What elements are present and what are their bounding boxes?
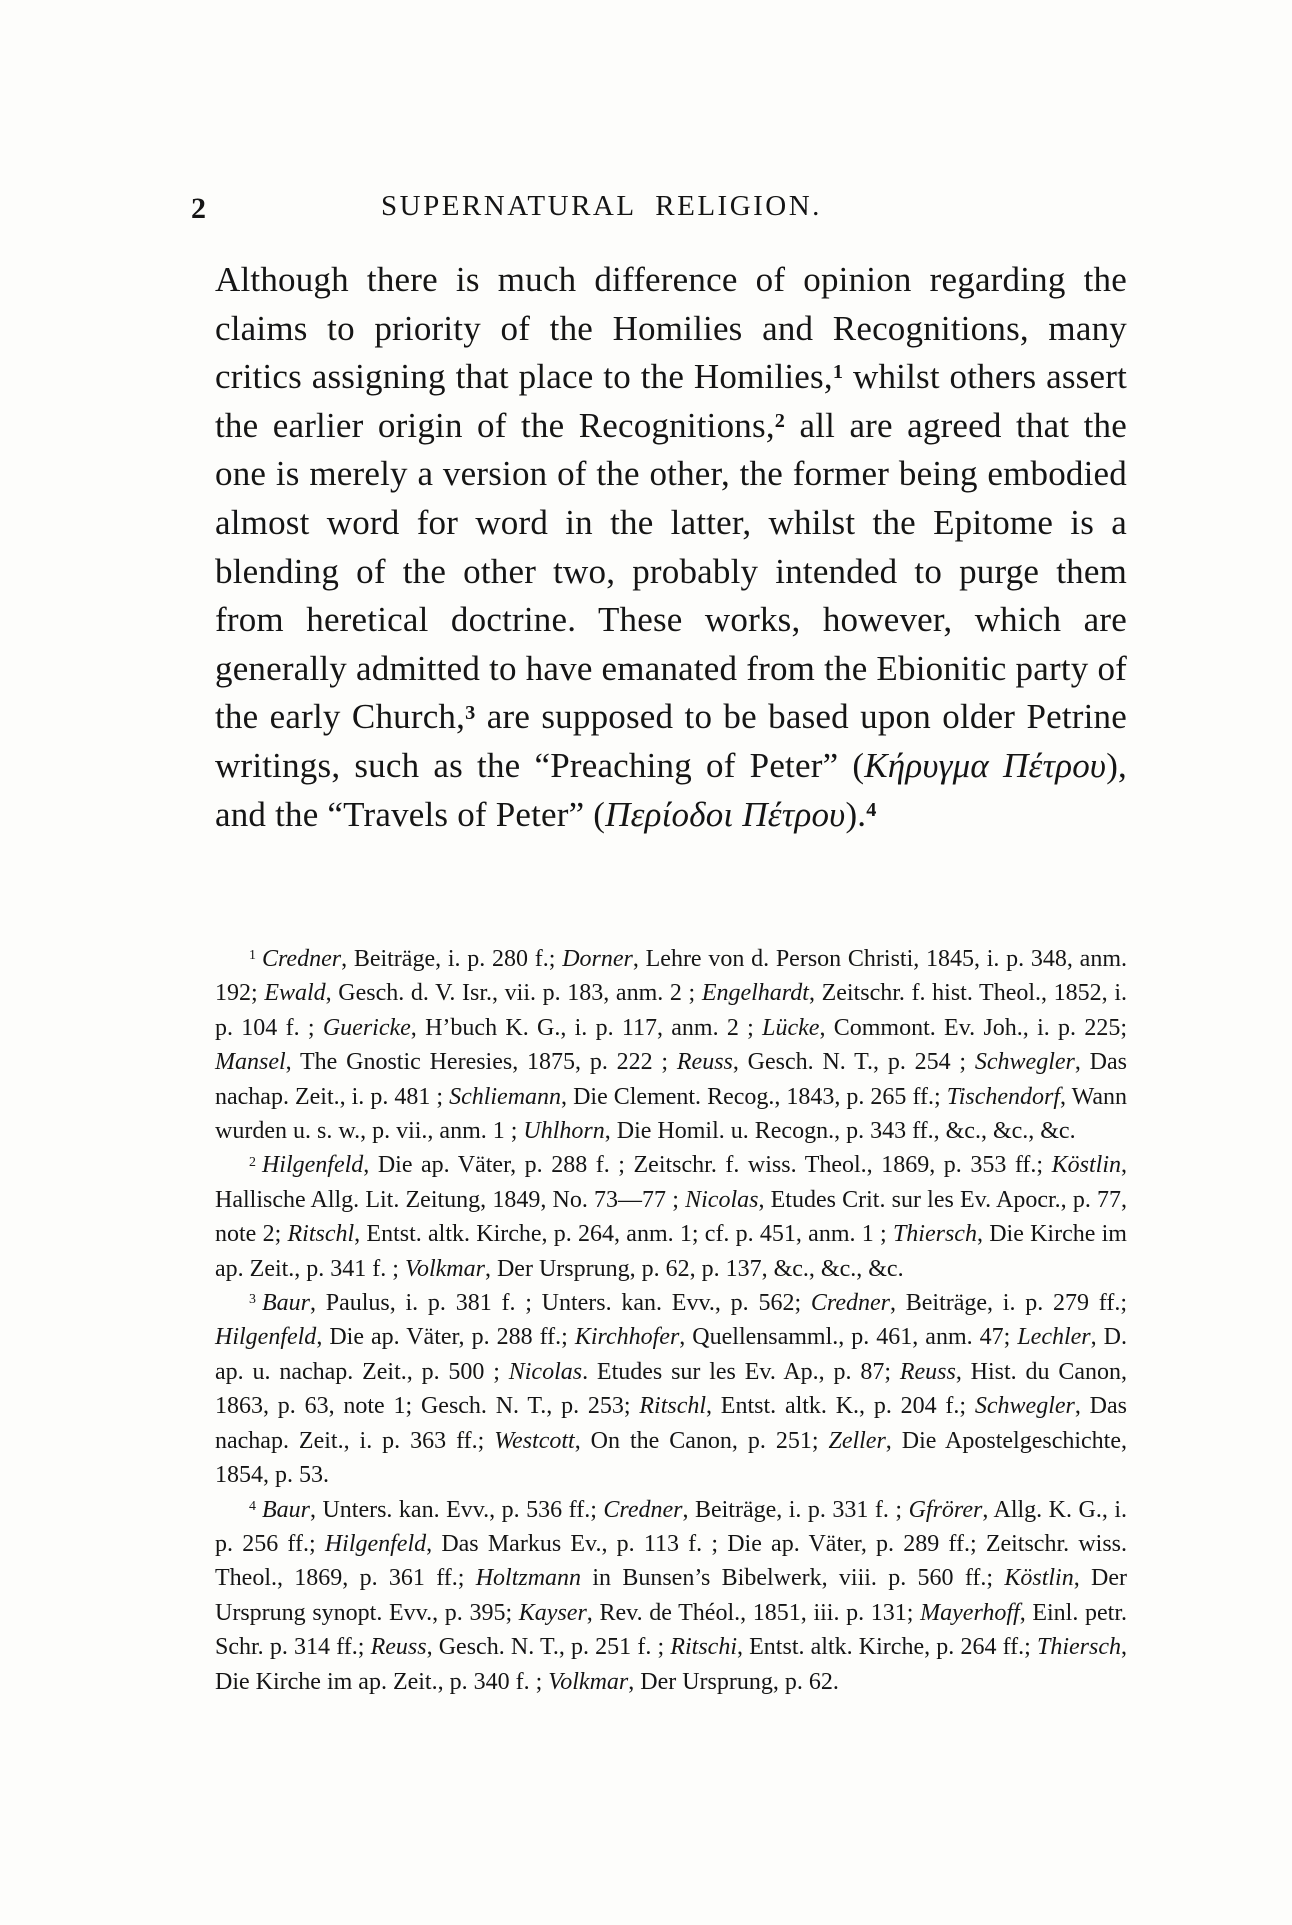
footnote-marker: 2 bbox=[249, 1154, 256, 1170]
footnote-marker: 4 bbox=[249, 1498, 256, 1514]
footnote-4 bbox=[215, 1493, 1127, 1699]
footnotes-section bbox=[215, 942, 1127, 1699]
page-number: 2 bbox=[191, 192, 206, 225]
running-title: SUPERNATURAL RELIGION. bbox=[381, 190, 822, 222]
footnote-text: Baur, Paulus, i. p. 381 f. ; Unters. kan. Evv., p. 562; Credner, Beiträge, i. p. 279 ff.; Hilgenfeld, Die ap. Väter, p. 288 ff.; Kirchhofer, Quellensamml., p. 461, anm. 47; Lechler, D. ap. u. nachap. Zeit., p. 500 ; Nicolas. Etudes sur les Ev. Ap., p. 87; Reuss, Hist. du Canon, 1863, p. 63, note 1; Gesch. N. T., p. 253; Ritschl, Entst. altk. K., p. 204 f.; Schwegler, Das nachap. Zeit., i. p. 363 ff.; Westcott, On the Canon, p. 251; Zeller, Die Apostelgeschichte, 1854, p. 53. bbox=[215, 1290, 1128, 1489]
footnote-marker: 1 bbox=[249, 948, 256, 964]
footnote-2 bbox=[215, 1148, 1127, 1286]
footnote-marker: 3 bbox=[249, 1292, 256, 1308]
page-header bbox=[191, 190, 1127, 230]
footnote-text: Baur, Unters. kan. Evv., p. 536 ff.; Credner, Beiträge, i. p. 331 f. ; Gfrörer, Allg. K. G., i. p. 256 ff.; Hilgenfeld, Das Markus Ev., p. 113 f. ; Die ap. Väter, p. 289 ff.; Zeitschr. wiss. Theol., 1869, p. 361 ff.; Holtzmann in Bunsen’s Bibelwerk, viii. p. 560 ff.; Köstlin, Der Ursprung synopt. Evv., p. 395; Kayser, Rev. de Théol., 1851, iii. p. 131; Mayerhoff, Einl. petr. Schr. p. 314 ff.; Reuss, Gesch. N. T., p. 251 f. ; Ritschi, Entst. altk. Kirche, p. 264 ff.; Thiersch, Die Kirche im ap. Zeit., p. 340 f. ; Volkmar, Der Ursprung, p. 62. bbox=[215, 1496, 1128, 1695]
footnote-text: Hilgenfeld, Die ap. Väter, p. 288 f. ; Zeitschr. f. wiss. Theol., 1869, p. 353 ff.; Köstlin, Hallische Allg. Lit. Zeitung, 1849, No. 73—77 ; Nicolas, Etudes Crit. sur les Ev. Apocr., p. 77, note 2; Ritschl, Entst. altk. Kirche, p. 264, anm. 1; cf. p. 451, anm. 1 ; Thiersch, Die Kirche im ap. Zeit., p. 341 f. ; Volkmar, Der Ursprung, p. 62, p. 137, &c., &c., &c. bbox=[215, 1152, 1128, 1282]
footnote-3 bbox=[215, 1286, 1127, 1492]
footnote-text: Credner, Beiträge, i. p. 280 f.; Dorner, Lehre von d. Person Christi, 1845, i. p. 348, anm. 192; Ewald, Gesch. d. V. Isr., vii. p. 183, anm. 2 ; Engelhardt, Zeitschr. f. hist. Theol., 1852, i. p. 104 f. ; Guericke, H’buch K. G., i. p. 117, anm. 2 ; Lücke, Commont. Ev. Joh., i. p. 225; Mansel, The Gnostic Heresies, 1875, p. 222 ; Reuss, Gesch. N. T., p. 254 ; Schwegler, Das nachap. Zeit., i. p. 481 ; Schliemann, Die Clement. Recog., 1843, p. 265 ff.; Tischendorf, Wann wurden u. s. w., p. vii., anm. 1 ; Uhlhorn, Die Homil. u. Recogn., p. 343 ff., &c., &c., &c. bbox=[215, 946, 1128, 1145]
footnote-1 bbox=[215, 942, 1127, 1148]
body-paragraph: Although there is much difference of opinion regarding the claims to priority of the Homilies and Recognitions, many critics assigning that place to the Homilies,$^1$ whilst others assert the earlier origin of the Recognitions,$^2$ all are agreed that the one is merely a version of the other, the former being embodied almost word for word in the latter, whilst the Epitome is a blending of the other two, probably intended to purge them from heretical doctrine. These works, however, which are generally admitted to have emanated from the Ebionitic party of the early Church,$^3$ are supposed to be based upon older Petrine writings, such as the “Preaching of Peter” (Κήρυγμα Πέτρου), and the “Travels of Peter” (Περίοδοι Πέτρου).$^4$ bbox=[215, 260, 1128, 834]
